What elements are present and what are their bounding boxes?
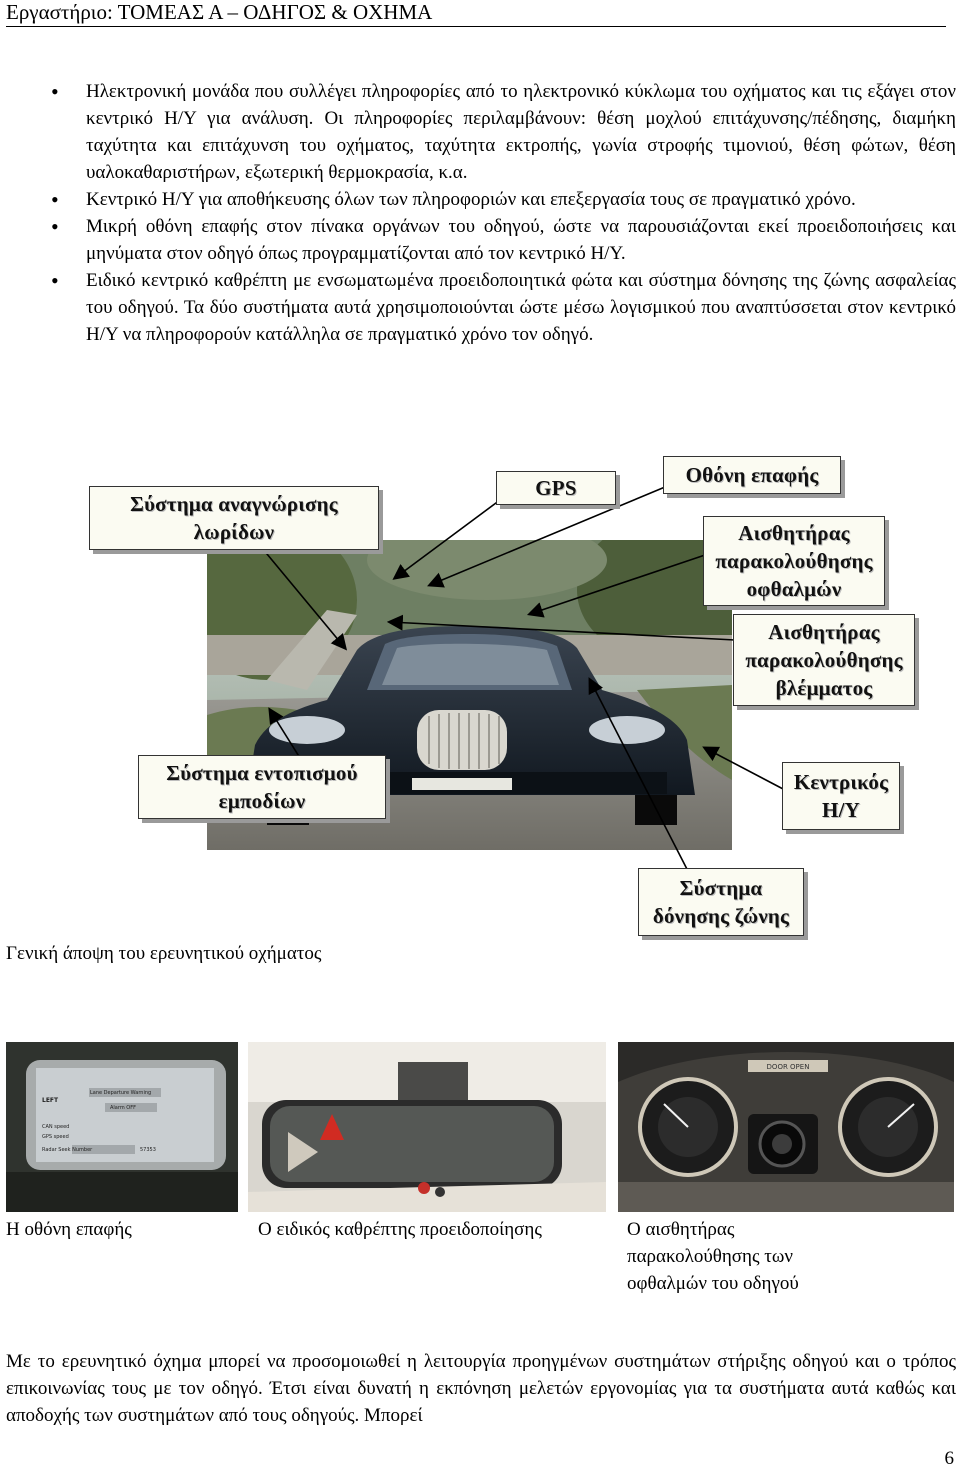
- lane-recognition-label: Σύστημα αναγνώρισης λωρίδων: [89, 486, 379, 550]
- touch-screen-image: [6, 1042, 238, 1212]
- gps-label: GPS: [496, 471, 616, 505]
- list-item: • Ειδικό κεντρικό καθρέπτη με ενσωματωμένα προειδοποιητικά φώτα και σύστημα δόνησης της ζώνης ασφαλείας του οδηγού. Τα δύο συστήματα αυτά χρησιμοποιούνται ώστε μέσω λογισμικού που αναπτύσσεται στον κεντρικό Η/Υ να πληροφορούν κατάλληλα σε πραγματικό χρόνο τον οδηγό.: [48, 267, 956, 348]
- page-header: [6, 0, 946, 27]
- warning-mirror-photo: [248, 1042, 606, 1212]
- warning-mirror-caption: Ο ειδικός καθρέπτης προειδοποίησης: [258, 1219, 542, 1240]
- screen-title-text: Lane Departure Warning: [90, 1090, 152, 1096]
- obstacle-detection-label: Σύστημα εντοπισμού εμποδίων: [138, 755, 386, 819]
- gaze-sensor-label: Αισθητήρας παρακολούθησης βλέμματος: [733, 614, 915, 706]
- list-item: • Μικρή οθόνη επαφής στον πίνακα οργάνων του οδηγού, ώστε να παρουσιάζονται εκεί προειδοποιήσεις και μηνύματα στον οδηγό όπως προγραμματίζονται από τον κεντρικό Η/Υ.: [48, 213, 956, 267]
- list-item: • Κεντρικό Η/Υ για αποθήκευσης όλων των πληροφοριών και επεξεργασία τους σε πραγματικό χρόνο.: [48, 186, 956, 213]
- screen-row-text: GPS speed: [42, 1134, 69, 1140]
- screen-alarm-text: Alarm OFF: [110, 1105, 136, 1111]
- touch-screen-caption: Η οθόνη επαφής: [6, 1219, 132, 1240]
- screen-left-text: LEFT: [42, 1097, 59, 1104]
- eye-sensor-photo: [618, 1042, 954, 1212]
- eye-sensor-caption: Ο αισθητήρας παρακολούθησης των οφθαλμών του οδηγού: [627, 1219, 799, 1294]
- touch-screen-label: Οθόνη επαφής: [663, 456, 841, 494]
- screen-value-text: 57353: [140, 1147, 156, 1153]
- header-title: Εργαστήριο: ΤΟΜΕΑΣ Α – ΟΔΗΓΟΣ & ΟΧΗΜΑ: [6, 0, 433, 24]
- screen-row-text: Radar Seek Number: [42, 1147, 93, 1153]
- page-number: 6: [944, 1448, 954, 1469]
- feature-list: [48, 78, 956, 348]
- belt-vibration-label: Σύστημα δόνησης ζώνης: [638, 868, 804, 936]
- central-pc-label: Κεντρικός Η/Υ: [782, 762, 900, 830]
- closing-paragraph: Με το ερευνητικό όχημα μπορεί να προσομοιωθεί η λειτουργία προηγμένων συστημάτων στήριξης οδηγού και ο τρόπος επικοινωνίας τους με τον οδηγό. Έτσι είναι δυνατή η εκπόνηση μελετών εργονομίας για τα συστήματα αυτά καθώς και αποδοχής των συστημάτων από τους οδηγούς. Μπορεί: [6, 1351, 956, 1426]
- eye-sensor-label: Αισθητήρας παρακολούθησης οφθαλμών: [703, 516, 885, 606]
- door-open-text: DOOR OPEN: [766, 1063, 810, 1071]
- eye-sensor-image: [618, 1042, 954, 1212]
- figure-caption: Γενική άποψη του ερευνητικού οχήματος: [6, 943, 322, 964]
- screen-row-text: CAN speed: [42, 1124, 70, 1130]
- touch-screen-photo: [6, 1042, 238, 1212]
- list-item: • Ηλεκτρονική μονάδα που συλλέγει πληροφορίες από το ηλεκτρονικό κύκλωμα του οχήματος και τις εξάγει στον κεντρικό Η/Υ για ανάλυση. Οι πληροφορίες περιλαμβάνουν: θέση μοχλού επιτάχυνσης/πέδησης, διαμήκη ταχύτητα και επιτάχυνση του οχήματος, ταχύτητα εκτροπής, γωνία στροφής τιμονιού, θέση φώτων, θέση υαλοκαθαριστήρων, εξωτερική θερμοκρασία, κ.α.: [48, 78, 956, 186]
- warning-mirror-image: [248, 1042, 606, 1212]
